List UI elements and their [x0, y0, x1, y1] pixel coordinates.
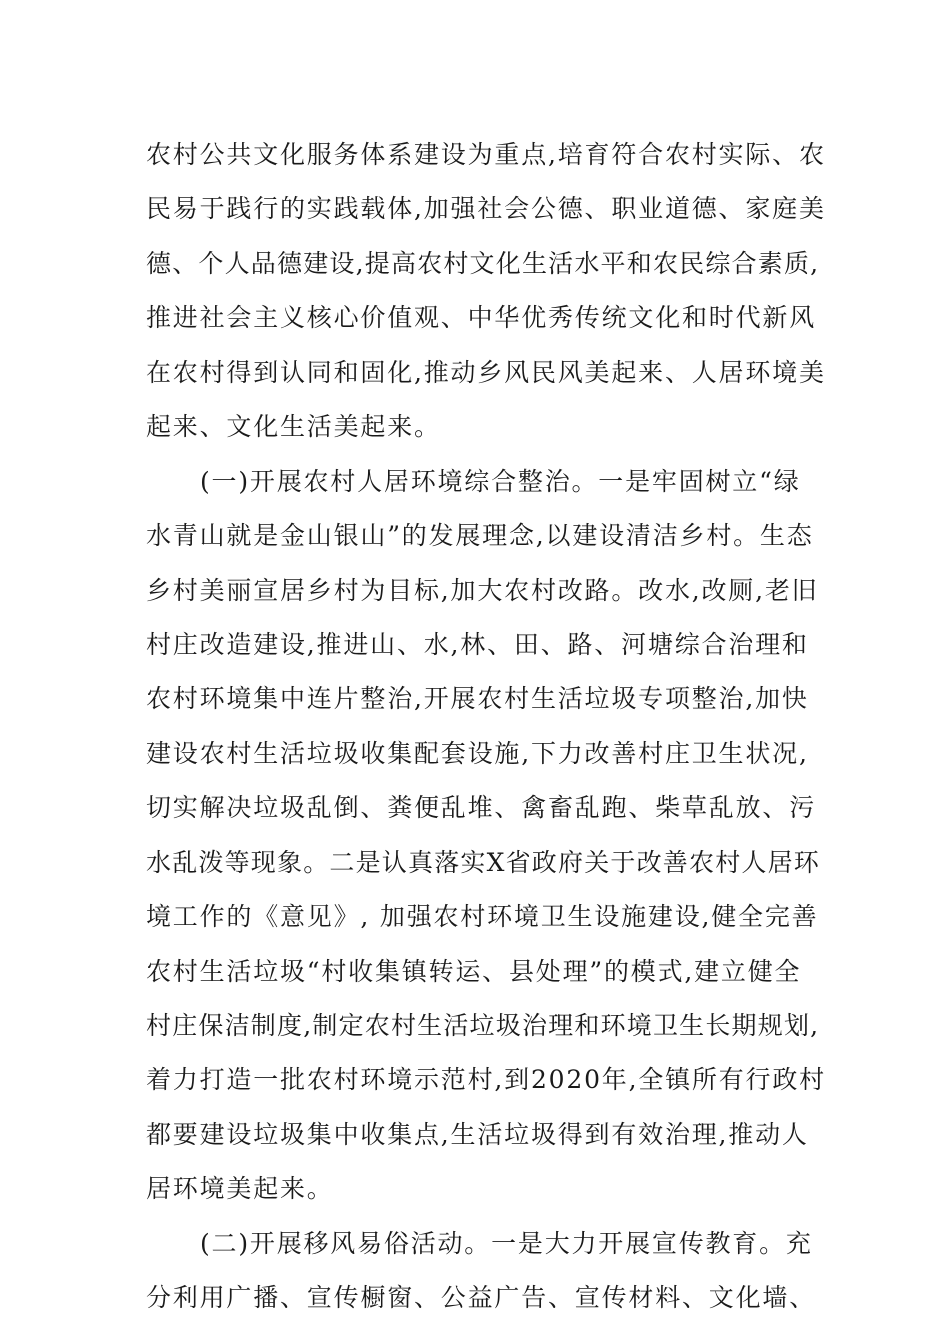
text-line: 村庄保洁制度,制定农村生活垃圾治理和环境卫生长期规划,	[146, 1011, 820, 1040]
text-line: 着力打造一批农村环境示范村,到2020年,全镇所有行政村	[146, 1065, 826, 1095]
document-body	[146, 128, 826, 1326]
text-line: 都要建设垃圾集中收集点,生活垃圾得到有效治理,推动人	[146, 1119, 809, 1149]
text-line: 民易于践行的实践载体,加强社会公德、职业道德、家庭美	[146, 194, 826, 224]
text-line: 推进社会主义核心价值观、中华优秀传统文化和时代新风	[146, 303, 817, 333]
paragraph-continuation	[146, 128, 826, 455]
text-line: 起来、文化生活美起来。	[146, 412, 441, 442]
paragraph-environment-renovation	[146, 455, 826, 1217]
text-line: 德、个人品德建设,提高农村文化生活水平和农民综合素质,	[146, 248, 820, 278]
text-line: 分利用广播、宣传橱窗、公益广告、宣传材料、文化墙、	[146, 1283, 817, 1313]
text-line: (一)开展农村人居环境综合整治。一是牢固树立“绿	[200, 466, 801, 496]
text-line: 切实解决垃圾乱倒、粪便乱堆、禽畜乱跑、柴草乱放、污	[146, 793, 817, 823]
paragraph-customs-reform	[146, 1217, 826, 1326]
text-line: 农村公共文化服务体系建设为重点,培育符合农村实际、农	[146, 140, 826, 169]
text-line: 居环境美起来。	[146, 1174, 334, 1204]
text-line: 乡村美丽宣居乡村为目标,加大农村改路。改水,改厕,老旧	[146, 575, 819, 605]
text-line: 水乱泼等现象。二是认真落实X省政府关于改善农村人居环	[146, 847, 821, 877]
text-line: (二)开展移风易俗活动。一是大力开展宣传教育。充	[200, 1228, 813, 1258]
text-line: 村庄改造建设,推进山、水,林、田、路、河塘综合治理和	[146, 629, 809, 659]
text-line: 建设农村生活垃圾收集配套设施,下力改善村庄卫生状况,	[146, 738, 809, 768]
text-line: 农村生活垃圾“村收集镇转运、县处理”的模式,建立健全	[146, 956, 802, 986]
text-line: 农村环境集中连片整治,开展农村生活垃圾专项整治,加快	[146, 684, 809, 714]
text-line: 在农村得到认同和固化,推动乡风民风美起来、人居环境美	[146, 357, 826, 387]
text-line: 水青山就是金山银山”的发展理念,以建设清洁乡村。生态	[146, 521, 814, 551]
text-line: 境工作的《意见》, 加强农村环境卫生设施建设,健全完善	[146, 902, 819, 932]
